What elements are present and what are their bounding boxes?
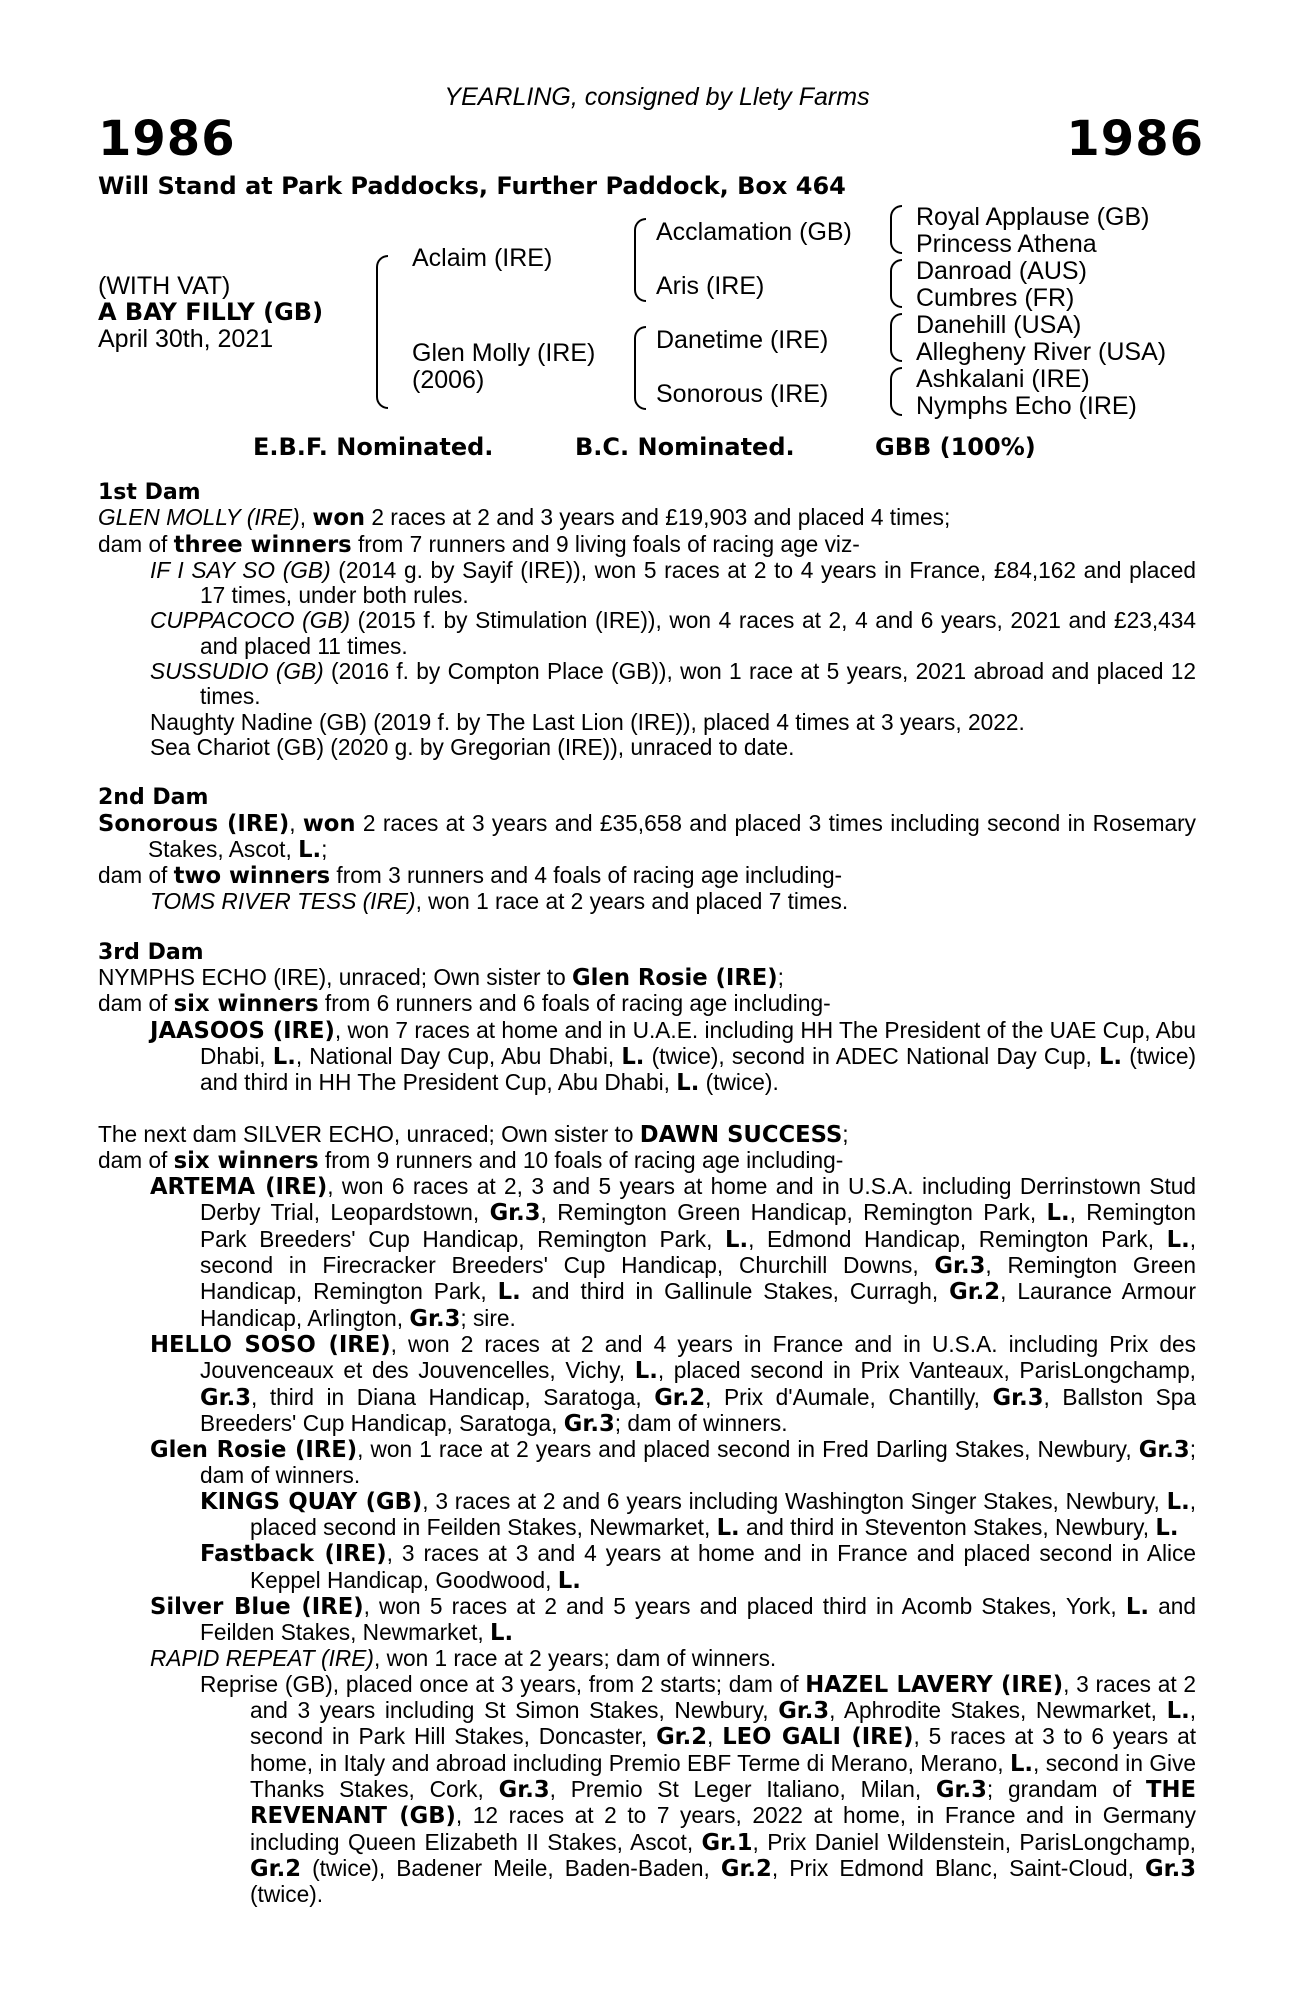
produce-item: ARTEMA (IRE), won 6 races at 2, 3 and 5 years at home and in U.S.A. including Derrinstown Stud Derby Trial, Leopardstown, Gr.3, Remington Green Handicap, Remington Park, L., Remington Park Breeders' Cup Handicap, Remington Park, L., Edmond Handicap, Remington Park, L., second in Firecracker Breeders' Cup Handicap, Churchill Downs, Gr.3, Remington Green Handicap, Remington Park, L. and third in Gallinule Stakes, Curragh, Gr.2, Laurance Armour Handicap, Arlington, Gr.3; sire. (150, 1173, 1196, 1332)
pedigree-brace-3b (890, 259, 902, 308)
pedigree-brace-2b (634, 326, 646, 410)
ebf-nomination: E.B.F. Nominated. (253, 433, 494, 461)
first-dam-produce-summary: dam of three winners from 7 runners and 9 living foals of racing age viz- (98, 530, 860, 558)
third-dam-heading: 3rd Dam (98, 939, 204, 965)
pedigree-dsd: Allegheny River (USA) (916, 338, 1167, 366)
produce-item: Sea Chariot (GB) (2020 g. by Gregorian (IRE)), unraced to date. (150, 733, 795, 760)
next-dam-produce-summary: dam of six winners from 9 runners and 10 foals of racing age including- (98, 1146, 844, 1174)
produce-item: TOMS RIVER TESS (IRE), won 1 race at 2 years and placed 7 times. (150, 888, 849, 915)
gbb-percentage: GBB (100%) (875, 433, 1036, 461)
pedigree-sds: Danroad (AUS) (916, 257, 1087, 285)
pedigree-dss: Danehill (USA) (916, 311, 1082, 339)
pedigree-brace-3c (890, 313, 902, 362)
produce-item: CUPPACOCO (GB) (2015 f. by Stimulation (IRE)), won 4 races at 2, 4 and 6 years, 2021 and £23,434 and placed 11 times. (150, 607, 1196, 659)
produce-item: SUSSUDIO (GB) (2016 f. by Compton Place (GB)), won 1 race at 5 years, 2021 abroad and placed 12 times. (150, 658, 1196, 710)
lot-number-left: 1986 (98, 111, 236, 167)
produce-item: Glen Rosie (IRE), won 1 race at 2 years and placed second in Fred Darling Stakes, Newbury, Gr.3; dam of winners. (150, 1436, 1196, 1489)
third-dam-produce-summary: dam of six winners from 6 runners and 6 foals of racing age including- (98, 990, 831, 1018)
pedigree-brace-3a (890, 205, 902, 254)
produce-item: Silver Blue (IRE), won 5 races at 2 and 5 years and placed third in Acomb Stakes, York, L. and Feilden Stakes, Newmarket, L. (150, 1592, 1196, 1647)
third-dam-line: NYMPHS ECHO (IRE), unraced; Own sister to Glen Rosie (IRE); (98, 964, 784, 992)
catalogue-body (98, 480, 1196, 1907)
horse-name: A BAY FILLY (GB) (98, 298, 324, 326)
pedigree-sire-dam: Aris (IRE) (656, 272, 765, 300)
produce-item: Naughty Nadine (GB) (2019 f. by The Last Lion (IRE)), placed 4 times at 3 years, 2022. (150, 708, 1025, 735)
next-dam-line: The next dam SILVER ECHO, unraced; Own sister to DAWN SUCCESS; (98, 1120, 849, 1148)
produce-item: RAPID REPEAT (IRE), won 1 race at 2 years; dam of winners. (150, 1645, 777, 1672)
pedigree-ssd: Princess Athena (916, 230, 1097, 258)
pedigree-sire: Aclaim (IRE) (412, 244, 553, 272)
second-dam-produce-summary: dam of two winners from 3 runners and 4 foals of racing age including- (98, 862, 843, 890)
consignment-line: YEARLING, consigned by Llety Farms (444, 83, 870, 111)
pedigree-dam-sire: Danetime (IRE) (656, 326, 829, 354)
produce-item: KINGS QUAY (GB), 3 races at 2 and 6 years including Washington Singer Stakes, Newbury, L., placed second in Feilden Stakes, Newmarket, L. and third in Steventon Stakes, Newbury, L. (200, 1487, 1196, 1541)
pedigree-brace-2a (634, 218, 646, 302)
pedigree-ddd: Nymphs Echo (IRE) (916, 392, 1137, 420)
pedigree-sss: Royal Applause (GB) (916, 203, 1150, 231)
bc-nomination: B.C. Nominated. (575, 433, 795, 461)
pedigree-sdd: Cumbres (FR) (916, 284, 1075, 312)
pedigree-dam-year: (2006) (412, 366, 485, 394)
pedigree-brace-1 (376, 255, 388, 409)
second-dam-heading: 2nd Dam (98, 785, 209, 811)
produce-item: Reprise (GB), placed once at 3 years, from 2 starts; dam of HAZEL LAVERY (IRE), 3 races at 2 and 3 years including St Simon Stakes, Newbury, Gr.3, Aphrodite Stakes, Newmarket, L., second in Park Hill Stakes, Doncaster, Gr.2, LEO GALI (IRE), 5 races at 3 to 6 years at home, in Italy and abroad including Premio EBF Terme di Merano, Merano, L., second in Give Thanks Stakes, Cork, Gr.3, Premio St Leger Italiano, Milan, Gr.3; grandam of THE REVENANT (GB), 12 races at 2 to 7 years, 2022 at home, in France and in Germany including Queen Elizabeth II Stakes, Ascot, Gr.1, Prix Daniel Wildenstein, ParisLongchamp, Gr.2 (twice), Badener Meile, Baden-Baden, Gr.2, Prix Edmond Blanc, Saint-Cloud, Gr.3 (twice). (200, 1670, 1197, 1908)
pedigree-sire-sire: Acclamation (GB) (656, 218, 852, 246)
pedigree-dam-dam: Sonorous (IRE) (656, 380, 829, 408)
second-dam-line: Sonorous (IRE), won 2 races at 3 years and £35,658 and placed 3 times including second in Rosemary Stakes, Ascot, L.; (98, 809, 1196, 863)
pedigree-dds: Ashkalani (IRE) (916, 365, 1090, 393)
stand-location: Will Stand at Park Paddocks, Further Paddock, Box 464 (98, 172, 846, 200)
vat-note: (WITH VAT) (98, 272, 231, 300)
first-dam-line: GLEN MOLLY (IRE), won 2 races at 2 and 3 years and £19,903 and placed 4 times; (98, 504, 951, 532)
produce-item: Fastback (IRE), 3 races at 3 and 4 years at home and in France and placed second in Alice Keppel Handicap, Goodwood, L. (200, 1540, 1196, 1594)
pedigree-dam: Glen Molly (IRE) (412, 339, 596, 367)
foaling-date: April 30th, 2021 (98, 325, 274, 353)
lot-number-right: 1986 (1066, 111, 1204, 167)
produce-item: IF I SAY SO (GB) (2014 g. by Sayif (IRE)), won 5 races at 2 to 4 years in France, £84,162 and placed 17 times, under both rules. (150, 556, 1196, 609)
produce-item: JAASOOS (IRE), won 7 races at home and in U.A.E. including HH The President of the UAE Cup, Abu Dhabi, L., National Day Cup, Abu Dhabi, L. (twice), second in ADEC National Day Cup, L. (twice) and third in HH The President Cup, Abu Dhabi, L. (twice). (150, 1016, 1197, 1097)
pedigree-brace-3d (890, 367, 902, 416)
first-dam-heading: 1st Dam (98, 480, 201, 505)
produce-item: HELLO SOSO (IRE), won 2 races at 2 and 4 years in France and in U.S.A. including Prix des Jouvenceaux et des Jouvencelles, Vichy, L., placed second in Prix Vanteaux, ParisLongchamp, Gr.3, third in Diana Handicap, Saratoga, Gr.2, Prix d'Aumale, Chantilly, Gr.3, Ballston Spa Breeders' Cup Handicap, Saratoga, Gr.3; dam of winners. (150, 1330, 1197, 1437)
